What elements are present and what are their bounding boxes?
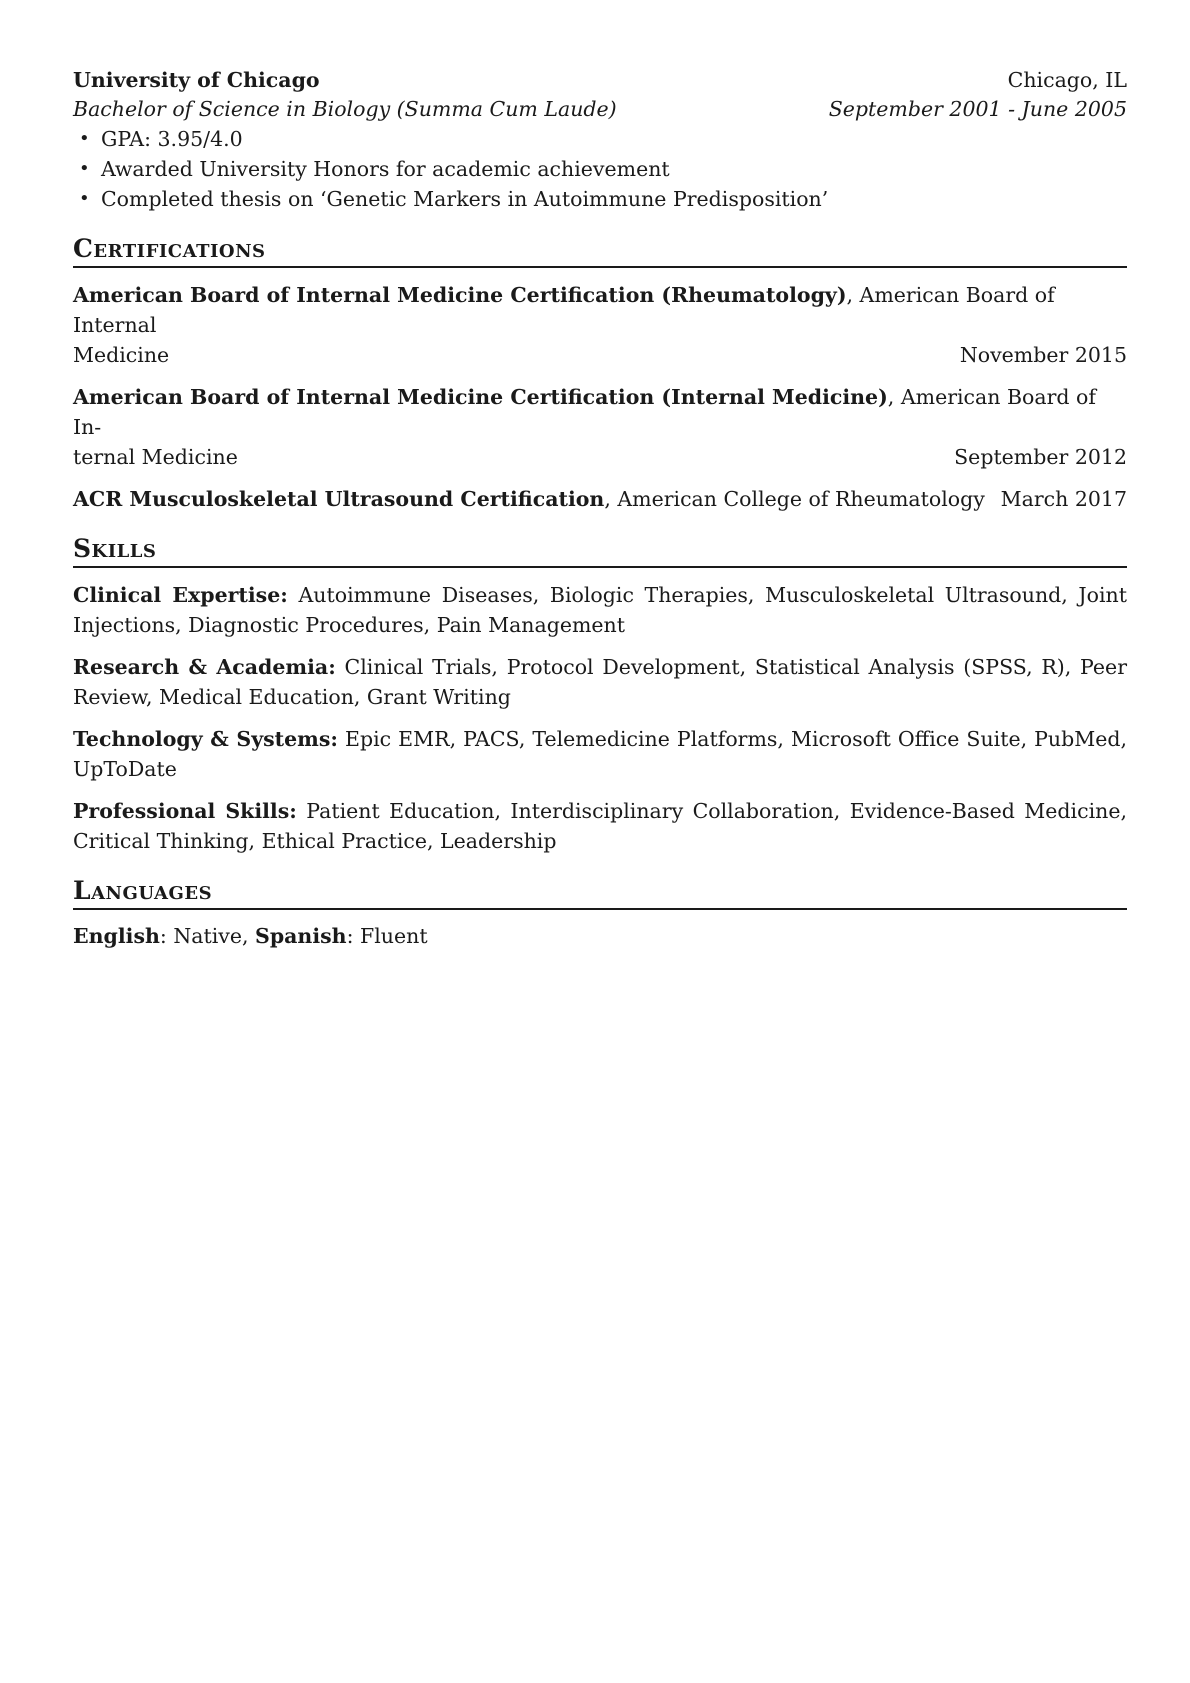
languages-heading: Languages [73,876,1127,910]
certification-issuer: , American Board of Internal [73,283,1055,337]
certification-line [73,340,1127,370]
certification-item [73,484,1127,514]
certification-issuer: , American Board of In- [73,385,1096,439]
resume-page [73,66,1127,951]
certification-date: September 2012 [954,445,1127,469]
certification-date: March 2017 [1000,487,1127,511]
language-name: English [73,924,160,948]
education-dates: September 2001 - June 2005 [828,97,1127,121]
certification-issuer: , American College of Rheumatology [604,487,985,511]
school-location: Chicago, IL [1007,68,1127,92]
skill-label: Clinical Expertise: [73,583,288,607]
skill-item [73,796,1127,856]
skills-heading: Skills [73,534,1127,568]
list-item: • Awarded University Honors for academic achievement [73,154,1127,184]
list-item: • Completed thesis on ‘Genetic Markers in Autoimmune Predisposition’ [73,184,1127,214]
certification-line [73,484,985,514]
language-name: Spanish [255,924,347,948]
degree: Bachelor of Science in Biology (Summa Cum Laude) [73,97,617,121]
certification-line [73,442,1127,472]
skill-label: Technology & Systems: [73,727,338,751]
skill-item [73,724,1127,784]
education-header-row [73,66,1127,95]
skill-item [73,580,1127,640]
list-item: • GPA: 3.95/4.0 [73,124,1127,154]
certification-line [73,280,1127,340]
education-entry [73,66,1127,214]
skill-text: Epic EMR, PACS, Telemedicine Platforms, Microsoft Office Suite, PubMed, UpToDate [73,727,1127,781]
skill-text: Autoimmune Diseases, Biologic Therapies, Musculoskeletal Ultrasound, Joint Injections, Diagnostic Procedures, Pain Management [73,583,1127,637]
certification-title: American Board of Internal Medicine Certification (Internal Medicine) [73,385,888,409]
school-name: University of Chicago [73,68,320,92]
skill-label: Research & Academia: [73,655,336,679]
language-level: : Fluent [346,924,428,948]
certification-date: November 2015 [959,343,1127,367]
certification-issuer-cont: Medicine [73,343,170,367]
certification-title: American Board of Internal Medicine Certification (Rheumatology) [73,283,847,307]
certification-title: ACR Musculoskeletal Ultrasound Certification [73,487,605,511]
languages-line [73,921,1127,951]
education-bullets [73,124,1127,214]
language-level: : Native, [159,924,256,948]
skill-label: Professional Skills: [73,799,297,823]
certifications-heading: Certifications [73,234,1127,268]
certification-item [73,280,1127,370]
certification-item [73,382,1127,472]
education-degree-row [73,95,1127,124]
certification-line [73,382,1127,442]
skill-item [73,652,1127,712]
skill-text: Patient Education, Interdisciplinary Collaboration, Evidence-Based Medicine, Critical Thinking, Ethical Practice, Leadership [73,799,1127,853]
skill-text: Clinical Trials, Protocol Development, Statistical Analysis (SPSS, R), Peer Review, Medical Education, Grant Writing [73,655,1127,709]
certification-issuer-cont: ternal Medicine [73,445,238,469]
